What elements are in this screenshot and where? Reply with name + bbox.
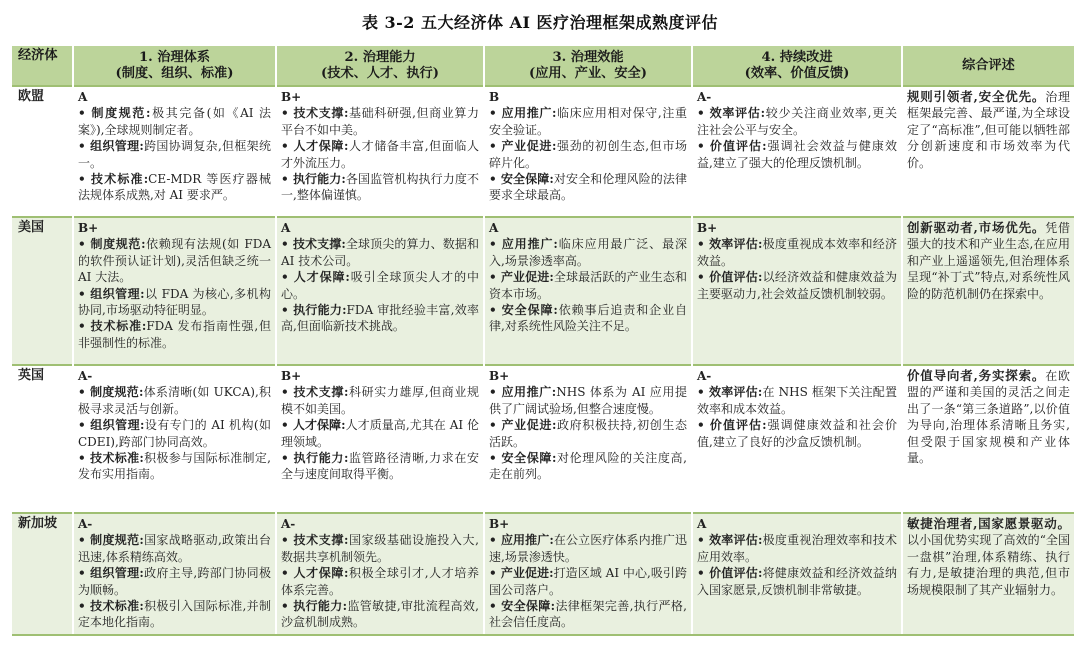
economy-name: 美国 [12,217,73,365]
table-row [12,217,1074,365]
bottom-rule [12,634,1074,636]
criterion-label: 执行能力 [293,599,343,614]
criterion-colon: : [345,270,350,285]
criterion-text: 依赖现有法规(如 FDA 的软件预认证计划),灵活但缺乏统一 AI 大法。 [78,237,271,285]
criterion-colon: : [553,237,558,252]
criterion-text: 吸引全球顶尖人才的中心。 [281,270,479,301]
criterion-label: 产业促进 [500,566,550,581]
criterion-label: 执行能力 [293,303,343,318]
criterion-item [489,171,687,204]
criterion-text: 人才储备丰富,但面临人才外流压力。 [281,139,479,170]
criterion-text: 依赖事后追责和企业自律,对系统性风险关注不足。 [489,303,687,334]
bullet-icon: • [78,418,91,433]
assessment-cell [73,86,276,217]
criterion-text: 极度重视成本效率和经济效益。 [697,237,897,268]
criterion-item [489,417,687,450]
criterion-label: 制度规范 [91,106,146,121]
review-text: 凭借强大的技术和产业生态,在应用和产业上遥遥领先,但治理体系呈现“补丁式”特点,对系统性风险的防范机制仍在探索中。 [907,221,1070,301]
criterion-text: 国家级基础设施投入大,数据共享机制领先。 [281,533,479,564]
criterion-label: 人才保障 [293,270,346,285]
criterion-label: 应用推广 [501,106,552,121]
criterion-label: 效率评估 [709,237,758,252]
criterion-text: 极其完备(如《AI 法案》),全球规则制定者。 [78,106,271,137]
assessment-cell [276,86,484,217]
criterion-label: 安全保障 [500,172,550,187]
criterion-item [78,138,271,171]
bullet-icon: • [281,418,293,433]
grade-label: B+ [78,221,99,235]
criterion-text: 体系清晰(如 UKCA),积极寻求灵活与创新。 [78,385,271,416]
criterion-text: 临床应用最广泛、最深入,场景渗透率高。 [489,237,687,268]
criterion-text: 监管敏捷,审批流程高效,沙盒机制成熟。 [281,599,479,630]
criterion-colon: : [146,106,151,121]
assessment-cell [73,365,276,513]
criterion-label: 组织管理 [90,566,140,581]
bullet-icon: • [697,418,710,433]
header-overall-review: 综合评述 [902,46,1074,86]
criterion-item [281,105,479,138]
bullet-icon: • [281,385,294,400]
criterion-label: 产业促进 [501,418,552,433]
criterion-text: 政府积极扶持,初创生态活跃。 [489,418,687,449]
criterion-colon: : [140,418,145,433]
criterion-colon: : [139,533,144,548]
criterion-label: 制度规范 [90,385,139,400]
criterion-label: 人才保障 [293,139,344,154]
assessment-cell [73,513,276,634]
grade-label: A- [697,90,712,104]
grade-label: A [489,221,499,235]
criterion-colon: : [549,533,554,548]
bullet-icon: • [78,566,91,581]
criterion-colon: : [341,418,346,433]
criterion-text: 各国监管机构执行力度不一,整体偏谨慎。 [281,172,479,203]
assessment-cell [692,217,902,365]
bullet-icon: • [281,139,294,154]
criterion-text: 基础科研强,但商业算力平台不如中美。 [281,106,479,137]
bullet-icon: • [281,106,294,121]
assessment-cell [276,217,484,365]
header-subline: (制度、组织、标准) [115,65,234,81]
criterion-text: FDA 审批经验丰富,效率高,但面临新技术挑战。 [281,303,479,334]
criterion-colon: : [138,385,144,400]
grade-label: B+ [281,369,302,383]
criterion-colon: : [141,319,147,334]
header-line: 1. 治理体系 [138,49,211,65]
criterion-colon: : [553,303,558,318]
criterion-item [697,269,897,302]
table-title: 表 3-2 五大经济体 AI 医疗治理框架成熟度评估 [361,13,719,32]
maturity-table [12,46,1074,634]
criterion-colon: : [342,599,348,614]
criterion-item [489,269,687,302]
criterion-item [489,105,687,138]
criterion-colon: : [139,566,144,581]
criterion-label: 价值评估 [709,139,763,154]
review-text: 在欧盟的严谨和美国的灵活之间走出了一条“第三条道路”,以价值为导向,治理体系清晰且务实,但受限于国家规模和产业体量。 [907,369,1070,466]
criterion-colon: : [139,599,144,614]
criterion-label: 技术标准 [90,319,142,334]
criterion-label: 产业促进 [500,270,550,285]
criterion-text: 法律框架完善,执行严格,社会信任度高。 [489,599,687,630]
bullet-icon: • [489,385,502,400]
criterion-item [78,565,271,598]
bullet-icon: • [489,172,501,187]
criterion-item [281,417,479,450]
criterion-text: 全球顶尖的算力、数据和 AI 技术公司。 [281,237,479,268]
header-governance-system [73,46,276,86]
review-text: 治理框架最完善、最严谨,为全球设定了“高标准”,但可能以牺牲部分创新速度和市场效率为代价。 [907,90,1070,170]
review-text: 以小国优势实现了高效的“全国一盘棋”治理,体系精练、执行有力,是敏捷治理的典范,但市场规模限制了其产业辐射力。 [907,533,1070,597]
header-line: 4. 持续改进 [761,49,833,65]
bullet-icon: • [489,418,502,433]
criterion-colon: : [341,237,346,252]
bullet-icon: • [281,270,294,285]
criterion-item [697,138,897,171]
criterion-item [697,236,897,269]
criterion-colon: : [343,385,349,400]
criterion-colon: : [758,533,763,548]
bullet-icon: • [281,451,294,466]
criterion-item [489,565,687,598]
criterion-item [489,384,687,417]
bullet-icon: • [489,106,502,121]
grade-label: B+ [489,517,510,531]
grade-label: A- [78,369,93,383]
assessment-cell [484,365,692,513]
table-row [12,365,1074,513]
criterion-label: 效率评估 [709,385,758,400]
criterion-label: 效率评估 [709,106,761,121]
criterion-text: 积极参与国际标准制定,发布实用指南。 [78,451,271,482]
criterion-text: 较少关注商业效率,更关注社会公平与安全。 [697,106,897,137]
criterion-colon: : [343,533,349,548]
header-line: 2. 治理能力 [344,49,416,65]
criterion-text: CE-MDR 等医疗器械法规体系成熟,对 AI 要求严。 [78,172,271,203]
criterion-colon: : [549,172,554,187]
criterion-item [281,269,479,302]
criterion-item [697,384,897,417]
criterion-colon: : [549,270,554,285]
criterion-label: 组织管理 [90,286,141,301]
criterion-label: 组织管理 [90,139,140,154]
criterion-item [697,105,897,138]
criterion-text: 人才质量高,尤其在 AI 伦理领域。 [281,418,479,449]
review-headline: 规则引领者,安全优先。 [907,89,1046,104]
bullet-icon: • [489,303,502,318]
bullet-icon: • [78,599,91,614]
grade-label: A- [281,517,296,531]
criterion-text: 将健康效益和经济效益纳入国家愿景,反馈机制非常敏捷。 [697,566,897,597]
bullet-icon: • [281,303,294,318]
overall-review-cell [902,365,1074,513]
criterion-label: 技术标准 [90,451,140,466]
overall-review-cell [902,217,1074,365]
criterion-item [281,171,479,204]
bullet-icon: • [489,270,501,285]
review-headline: 创新驱动者,市场优先。 [907,220,1046,235]
criterion-item [697,565,897,598]
criterion-text: 强调健康效益和社会价值,建立了良好的沙盒反馈机制。 [697,418,897,449]
criterion-item [281,138,479,171]
criterion-item [78,598,271,631]
criterion-colon: : [139,451,144,466]
bullet-icon: • [78,172,92,187]
criterion-item [78,450,271,483]
criterion-text: 极度重视治理效率和技术应用效率。 [697,533,897,564]
criterion-colon: : [762,418,767,433]
bullet-icon: • [697,106,710,121]
criterion-label: 产业促进 [501,139,552,154]
criterion-item [281,236,479,269]
criterion-colon: : [143,172,149,187]
bullet-icon: • [697,566,710,581]
header-line: 3. 治理效能 [552,49,624,65]
grade-label: A- [697,369,712,383]
criterion-text: 以 FDA 为核心,多机构协同,市场驱动特征明显。 [78,286,271,318]
criterion-label: 技术支撑 [293,106,344,121]
criterion-colon: : [343,106,349,121]
header-subline: (技术、人才、执行) [321,65,439,81]
bullet-icon: • [78,533,91,548]
criterion-label: 制度规范 [90,533,140,548]
grade-label: A- [78,517,93,531]
criterion-label: 安全保障 [501,303,554,318]
criterion-label: 技术支撑 [293,533,344,548]
criterion-item [489,450,687,483]
criterion-label: 执行能力 [292,172,342,187]
criterion-colon: : [140,286,145,301]
criterion-text: 跨国协调复杂,但框架统一。 [78,139,271,170]
criterion-colon: : [342,303,347,318]
criterion-text: 积极全球引才,人才培养体系完善。 [281,566,479,597]
criterion-label: 效率评估 [709,533,758,548]
bullet-icon: • [78,237,91,252]
criterion-item [489,302,687,335]
criterion-colon: : [343,566,349,581]
criterion-text: 强劲的初创生态,但市场碎片化。 [489,139,687,170]
criterion-item [78,286,271,319]
criterion-colon: : [762,139,767,154]
bullet-icon: • [281,172,293,187]
criterion-text: 对伦理风险的关注度高,走在前列。 [489,451,687,482]
criterion-item [281,384,479,417]
criterion-item [281,532,479,565]
criterion-item [489,138,687,171]
header-economy: 经济体 [12,46,73,86]
criterion-text: 监管路径清晰,力求在安全与速度间取得平衡。 [281,451,479,482]
grade-label: B+ [697,221,718,235]
criterion-text: 以经济效益和健康效益为主要驱动力,社会效益反馈机制较弱。 [697,270,897,301]
criterion-label: 技术标准 [90,599,140,614]
assessment-cell [484,513,692,634]
criterion-colon: : [758,237,763,252]
criterion-item [78,105,271,138]
assessment-cell [692,513,902,634]
criterion-item [78,532,271,565]
criterion-item [78,236,271,285]
bullet-icon: • [697,533,710,548]
bullet-icon: • [489,533,501,548]
criterion-item [78,417,271,450]
criterion-text: 临床应用相对保守,注重安全验证。 [489,106,687,137]
header-subline: (效率、价值反馈) [744,65,850,81]
criterion-item [78,384,271,417]
criterion-label: 安全保障 [501,599,551,614]
criterion-colon: : [139,139,144,154]
header-row [12,46,1074,86]
criterion-label: 应用推广 [501,237,554,252]
criterion-label: 技术支撑 [292,237,342,252]
criterion-item [489,532,687,565]
criterion-text: 强调社会效益与健康效益,建立了强大的伦理反馈机制。 [697,139,897,170]
criterion-colon: : [550,599,556,614]
criterion-label: 价值评估 [709,566,758,581]
criterion-item [697,532,897,565]
criterion-text: 打造区域 AI 中心,吸引跨国公司落户。 [489,566,687,597]
criterion-label: 应用推广 [501,385,552,400]
criterion-colon: : [758,270,763,285]
criterion-label: 技术标准 [91,172,144,187]
bullet-icon: • [281,533,294,548]
criterion-text: 在 NHS 框架下关注配置效率和成本效益。 [697,385,897,416]
criterion-label: 价值评估 [709,418,763,433]
bullet-icon: • [697,139,710,154]
bullet-icon: • [281,237,293,252]
header-subline: (应用、产业、安全) [529,65,647,81]
criterion-text: 政府主导,跨部门协同极为顺畅。 [78,566,271,597]
grade-label: A [697,517,707,531]
bullet-icon: • [489,451,502,466]
bullet-icon: • [697,270,710,285]
bullet-icon: • [489,566,501,581]
table-row [12,513,1074,634]
assessment-cell [484,217,692,365]
criterion-label: 制度规范 [90,237,142,252]
bullet-icon: • [78,106,92,121]
bullet-icon: • [489,599,502,614]
overall-review-cell [902,86,1074,217]
assessment-cell [692,365,902,513]
bullet-icon: • [697,385,710,400]
grade-label: A [281,221,291,235]
criterion-colon: : [757,385,763,400]
criterion-colon: : [141,237,146,252]
grade-label: B+ [281,90,302,104]
criterion-text: NHS 体系为 AI 应用提供了广阔试验场,但整合速度慢。 [489,385,687,416]
bullet-icon: • [489,237,502,252]
criterion-colon: : [551,106,557,121]
criterion-item [78,171,271,204]
bullet-icon: • [78,385,91,400]
criterion-text: 科研实力雄厚,但商业规模不如美国。 [281,385,479,416]
criterion-text: 积极引入国际标准,并制定本地化指南。 [78,599,271,630]
criterion-item [697,417,897,450]
bullet-icon: • [281,599,294,614]
bullet-icon: • [281,566,294,581]
criterion-item [281,450,479,483]
table-row [12,86,1074,217]
criterion-text: 全球最活跃的产业生态和资本市场。 [489,270,687,301]
criterion-colon: : [341,172,346,187]
criterion-colon: : [551,418,557,433]
criterion-label: 执行能力 [293,451,344,466]
criterion-colon: : [760,106,765,121]
criterion-text: 在公立医疗体系内推广迅速,场景渗透快。 [489,533,687,564]
bullet-icon: • [78,286,91,301]
criterion-item [281,565,479,598]
bullet-icon: • [78,319,91,334]
criterion-colon: : [551,385,557,400]
grade-label: A [78,90,88,104]
economy-name: 英国 [12,365,73,513]
criterion-colon: : [551,451,557,466]
criterion-label: 组织管理 [90,418,141,433]
bullet-icon: • [78,451,91,466]
header-governance-effectiveness [484,46,692,86]
criterion-colon: : [343,451,349,466]
overall-review-cell [902,513,1074,634]
criterion-colon: : [758,566,763,581]
review-headline: 敏捷治理者,国家愿景驱动。 [907,516,1070,531]
bullet-icon: • [697,237,710,252]
economy-name: 新加坡 [12,513,73,634]
criterion-label: 技术支撑 [293,385,344,400]
criterion-text: 对安全和伦理风险的法律要求全球最高。 [489,172,687,203]
bullet-icon: • [489,139,502,154]
header-continuous-improvement [692,46,902,86]
criterion-colon: : [551,139,557,154]
criterion-label: 应用推广 [500,533,550,548]
criterion-text: 设有专门的 AI 机构(如 CDEI),跨部门协同高效。 [78,418,271,449]
assessment-cell [692,86,902,217]
review-headline: 价值导向者,务实探索。 [907,368,1046,383]
criterion-text: 国家战略驱动,政策出台迅速,体系精练高效。 [78,533,271,564]
criterion-colon: : [549,566,554,581]
criterion-item [489,236,687,269]
criterion-label: 人才保障 [293,566,344,581]
assessment-cell [276,513,484,634]
criterion-label: 安全保障 [501,451,552,466]
grade-label: B [489,90,500,104]
criterion-item [489,598,687,631]
economy-name: 欧盟 [12,86,73,217]
criterion-colon: : [343,139,349,154]
criterion-text: FDA 发布指南性强,但非强制性的标准。 [78,319,271,350]
criterion-item [281,302,479,335]
criterion-item [281,598,479,631]
criterion-label: 人才保障 [292,418,342,433]
grade-label: B+ [489,369,510,383]
assessment-cell [73,217,276,365]
header-governance-capability [276,46,484,86]
bullet-icon: • [78,139,91,154]
criterion-label: 价值评估 [709,270,758,285]
criterion-item [78,318,271,351]
assessment-cell [276,365,484,513]
assessment-cell [484,86,692,217]
